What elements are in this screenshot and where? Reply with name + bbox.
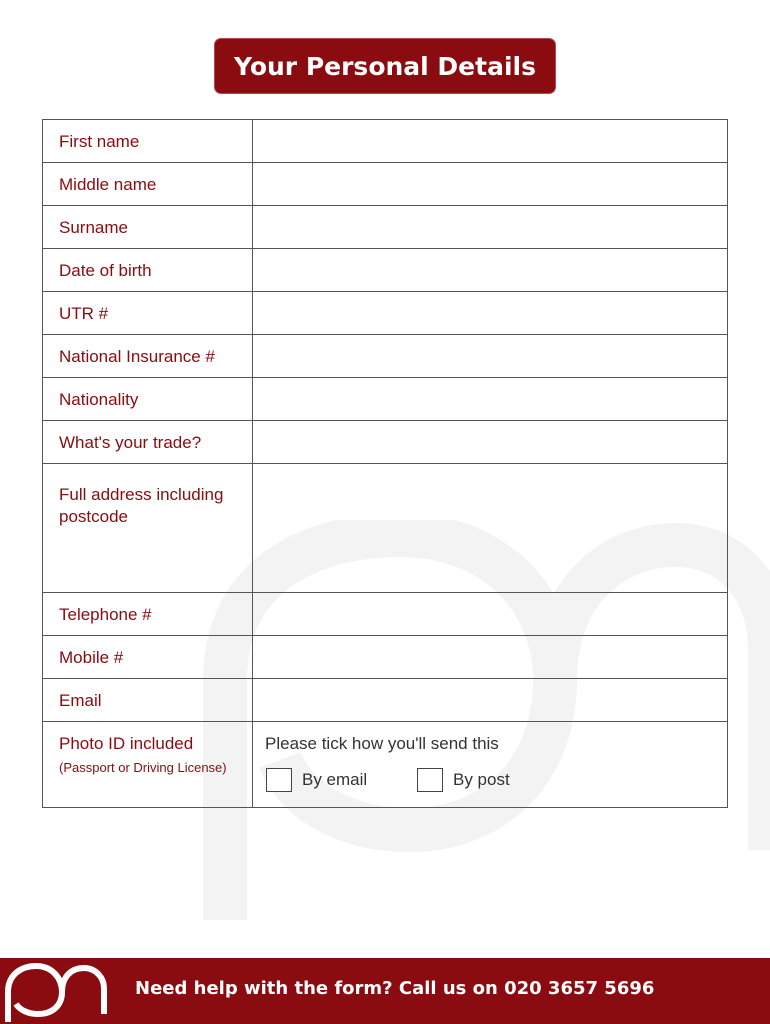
table-row xyxy=(43,722,728,808)
table-row xyxy=(43,206,728,249)
send-method-options xyxy=(253,768,727,792)
logo-icon xyxy=(0,960,110,1022)
by-email-label: By email xyxy=(302,770,368,789)
table-row xyxy=(43,593,728,636)
utr-label: UTR # xyxy=(43,292,253,335)
first-name-field[interactable] xyxy=(253,120,728,163)
national-insurance-label: National Insurance # xyxy=(43,335,253,378)
nationality-label: Nationality xyxy=(43,378,253,421)
by-post-label: By post xyxy=(453,770,510,789)
photo-id-label-text: Photo ID included xyxy=(59,734,194,753)
trade-label: What's your trade? xyxy=(43,421,253,464)
table-row xyxy=(43,163,728,206)
photo-id-note: (Passport or Driving License) xyxy=(59,760,227,775)
email-field[interactable] xyxy=(253,679,728,722)
table-row xyxy=(43,335,728,378)
by-email-checkbox[interactable] xyxy=(266,768,292,792)
mobile-field[interactable] xyxy=(253,636,728,679)
national-insurance-field[interactable] xyxy=(253,335,728,378)
address-label xyxy=(43,464,253,593)
address-label-line1: Full address including xyxy=(59,485,224,504)
page-title: Your Personal Details xyxy=(215,39,555,93)
date-of-birth-label: Date of birth xyxy=(43,249,253,292)
table-row xyxy=(43,120,728,163)
trade-field[interactable] xyxy=(253,421,728,464)
table-row xyxy=(43,378,728,421)
table-row xyxy=(43,464,728,593)
send-method-cell xyxy=(253,722,728,808)
date-of-birth-field[interactable] xyxy=(253,249,728,292)
middle-name-label: Middle name xyxy=(43,163,253,206)
table-row xyxy=(43,249,728,292)
personal-details-table xyxy=(42,119,728,808)
utr-field[interactable] xyxy=(253,292,728,335)
help-phone-text: Need help with the form? Call us on 020 3657 5696 xyxy=(135,978,655,999)
table-row xyxy=(43,421,728,464)
middle-name-field[interactable] xyxy=(253,163,728,206)
by-post-checkbox[interactable] xyxy=(417,768,443,792)
table-row xyxy=(43,636,728,679)
email-label: Email xyxy=(43,679,253,722)
send-method-prompt: Please tick how you'll send this xyxy=(265,734,499,753)
first-name-label: First name xyxy=(43,120,253,163)
surname-label: Surname xyxy=(43,206,253,249)
address-field[interactable] xyxy=(253,464,728,593)
nationality-field[interactable] xyxy=(253,378,728,421)
address-label-line2: postcode xyxy=(59,507,128,526)
telephone-field[interactable] xyxy=(253,593,728,636)
photo-id-label xyxy=(43,722,253,808)
footer-banner xyxy=(0,958,770,1024)
table-row xyxy=(43,679,728,722)
surname-field[interactable] xyxy=(253,206,728,249)
telephone-label: Telephone # xyxy=(43,593,253,636)
table-row xyxy=(43,292,728,335)
mobile-label: Mobile # xyxy=(43,636,253,679)
